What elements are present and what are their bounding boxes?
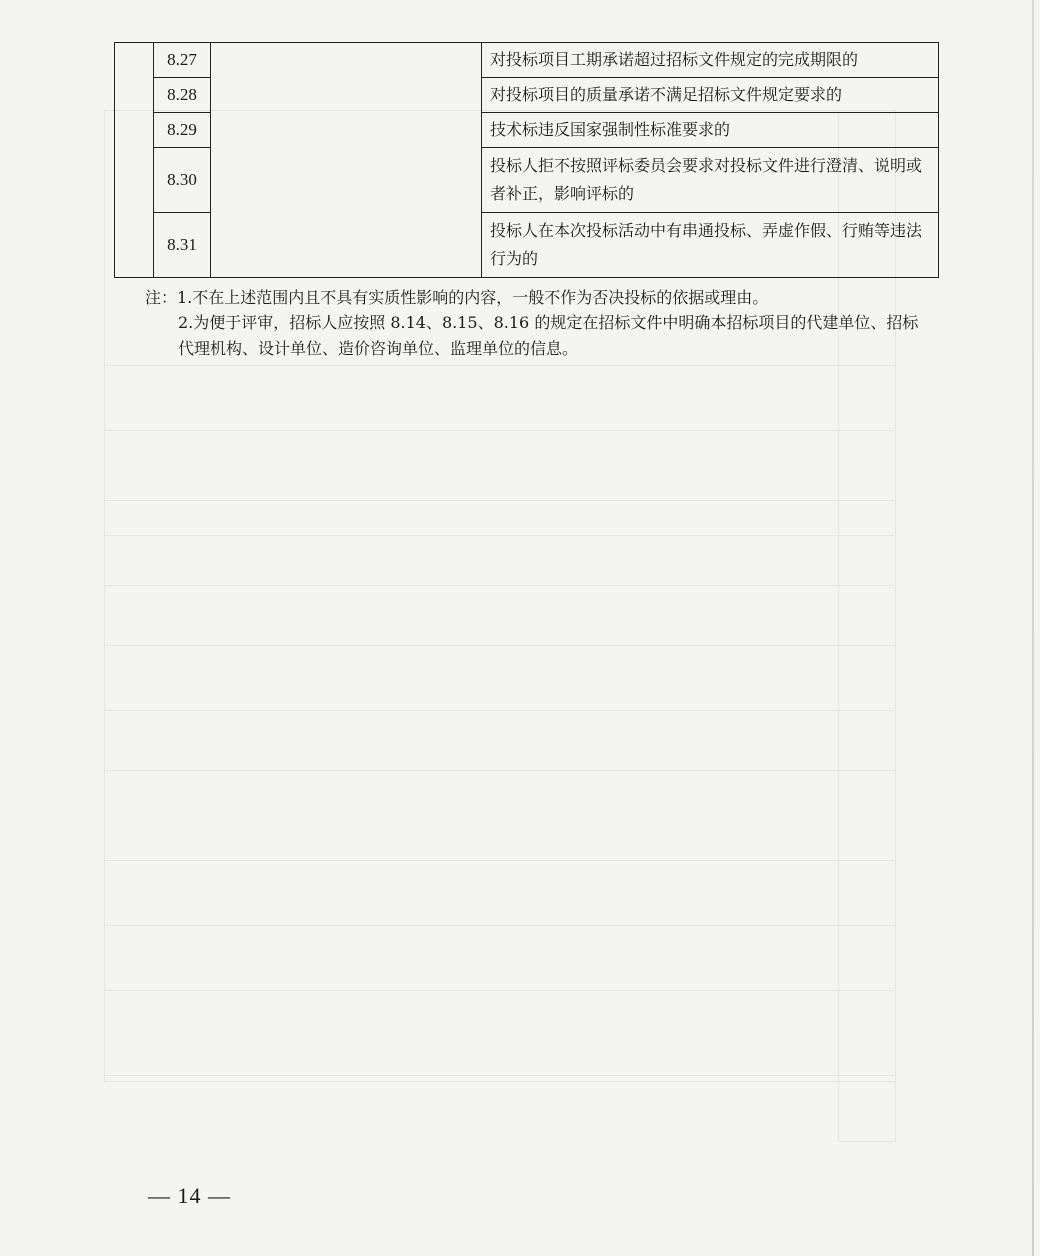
clause-text: 投标人在本次投标活动中有串通投标、弄虚作假、行贿等违法行为的: [482, 213, 939, 278]
clause-number: 8.30: [154, 148, 211, 213]
left-merged-cell: [115, 43, 154, 278]
clause-text: 投标人拒不按照评标委员会要求对投标文件进行澄清、说明或者补正，影响评标的: [482, 148, 939, 213]
clause-text: 对投标项目的质量承诺不满足招标文件规定要求的: [482, 78, 939, 113]
table-row: [115, 43, 939, 78]
note-line-1: 注：1.不在上述范围内且不具有实质性影响的内容，一般不作为否决投标的依据或理由。: [145, 288, 769, 307]
merged-category-cell: [211, 43, 482, 278]
clause-number: 8.27: [154, 43, 211, 78]
clause-number: 8.31: [154, 213, 211, 278]
clause-number: 8.28: [154, 78, 211, 113]
page-number: — 14 —: [148, 1183, 231, 1208]
note-line-2: 2.为便于评审，招标人应按照 8.14、8.15、8.16 的规定在招标文件中明确本招标项目的代建单位、招标代理机构、设计单位、造价咨询单位、监理单位的信息。: [178, 313, 919, 358]
clause-number: 8.29: [154, 113, 211, 148]
clause-text: 技术标违反国家强制性标准要求的: [482, 113, 939, 148]
rejection-clauses-table: [114, 42, 939, 278]
clause-text: 对投标项目工期承诺超过招标文件规定的完成期限的: [482, 43, 939, 78]
page-edge: [1032, 0, 1034, 1256]
